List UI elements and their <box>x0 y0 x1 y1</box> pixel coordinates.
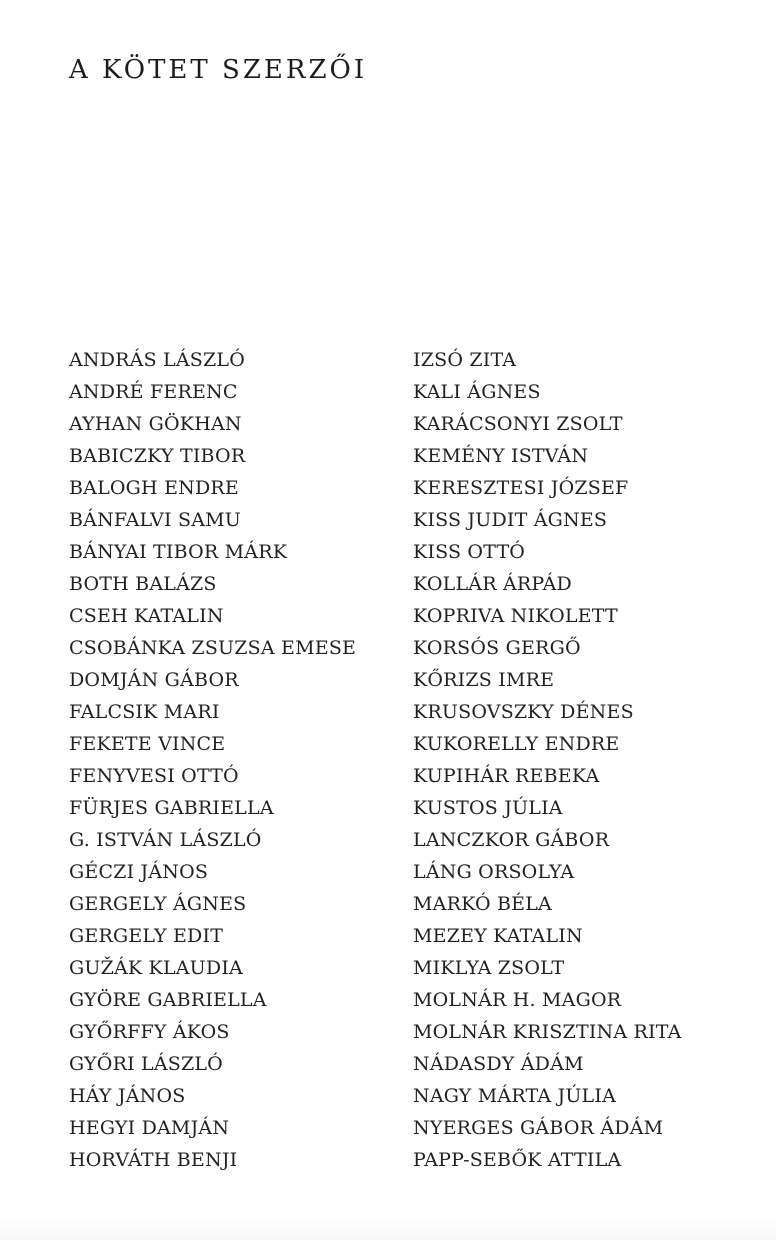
author-name: MOLNÁR KRISZTINA RITA <box>413 1021 682 1043</box>
author-name: KOLLÁR ÁRPÁD <box>413 573 572 595</box>
author-name: KEMÉNY ISTVÁN <box>413 445 589 467</box>
author-name: FALCSIK MARI <box>69 701 220 723</box>
author-name: KRUSOVSZKY DÉNES <box>413 701 634 723</box>
author-name: BABICZKY TIBOR <box>69 445 246 467</box>
author-name: AYHAN GÖKHAN <box>69 413 242 435</box>
author-name: GYÖRE GABRIELLA <box>69 989 267 1011</box>
author-name: GYŐRI LÁSZLÓ <box>69 1053 223 1075</box>
author-name: NYERGES GÁBOR ÁDÁM <box>413 1117 664 1139</box>
author-name: KOPRIVA NIKOLETT <box>413 605 618 627</box>
author-name: BÁNFALVI SAMU <box>69 509 241 531</box>
page-title: A KÖTET SZERZŐI <box>69 55 368 85</box>
author-name: KISS OTTÓ <box>413 541 526 563</box>
author-name: HEGYI DAMJÁN <box>69 1117 230 1139</box>
author-name: MIKLYA ZSOLT <box>413 957 565 979</box>
author-name: KERESZTESI JÓZSEF <box>413 477 629 499</box>
author-name: FÜRJES GABRIELLA <box>69 797 274 819</box>
author-name: BALOGH ENDRE <box>69 477 239 499</box>
author-name: FENYVESI OTTÓ <box>69 765 239 787</box>
author-name: NAGY MÁRTA JÚLIA <box>413 1085 616 1107</box>
author-name: GYŐRFFY ÁKOS <box>69 1021 230 1043</box>
author-name: GERGELY ÁGNES <box>69 893 247 915</box>
author-name: GERGELY EDIT <box>69 925 224 947</box>
author-name: KUKORELLY ENDRE <box>413 733 620 755</box>
author-name: KORSÓS GERGŐ <box>413 637 581 659</box>
author-name: HORVÁTH BENJI <box>69 1149 238 1171</box>
author-name: G. ISTVÁN LÁSZLÓ <box>69 829 262 851</box>
author-name: KARÁCSONYI ZSOLT <box>413 413 623 435</box>
author-name: CSEH KATALIN <box>69 605 224 627</box>
author-name: BOTH BALÁZS <box>69 573 217 595</box>
author-list-left <box>69 344 356 1176</box>
author-name: KUSTOS JÚLIA <box>413 797 563 819</box>
author-name: KISS JUDIT ÁGNES <box>413 509 608 531</box>
author-name: DOMJÁN GÁBOR <box>69 669 239 691</box>
author-name: HÁY JÁNOS <box>69 1085 186 1107</box>
author-name: ANDRÁS LÁSZLÓ <box>69 349 246 371</box>
author-name: IZSÓ ZITA <box>413 349 517 371</box>
author-name: CSOBÁNKA ZSUZSA EMESE <box>69 637 357 659</box>
author-name: PAPP-SEBŐK ATTILA <box>413 1149 622 1171</box>
author-name: GUŽÁK KLAUDIA <box>69 957 243 979</box>
author-name: ANDRÉ FERENC <box>69 381 238 403</box>
author-name: LÁNG ORSOLYA <box>413 861 575 883</box>
author-name: GÉCZI JÁNOS <box>69 861 209 883</box>
author-name: NÁDASDY ÁDÁM <box>413 1053 584 1075</box>
author-name: KUPIHÁR REBEKA <box>413 765 600 787</box>
author-name: BÁNYAI TIBOR MÁRK <box>69 541 288 563</box>
author-name: MEZEY KATALIN <box>413 925 583 947</box>
author-list-right <box>413 344 682 1176</box>
author-name: MARKÓ BÉLA <box>413 893 552 915</box>
author-name: LANCZKOR GÁBOR <box>413 829 610 851</box>
author-name: KALI ÁGNES <box>413 381 541 403</box>
author-name: FEKETE VINCE <box>69 733 226 755</box>
author-name: KŐRIZS IMRE <box>413 669 555 691</box>
author-name: MOLNÁR H. MAGOR <box>413 989 622 1011</box>
